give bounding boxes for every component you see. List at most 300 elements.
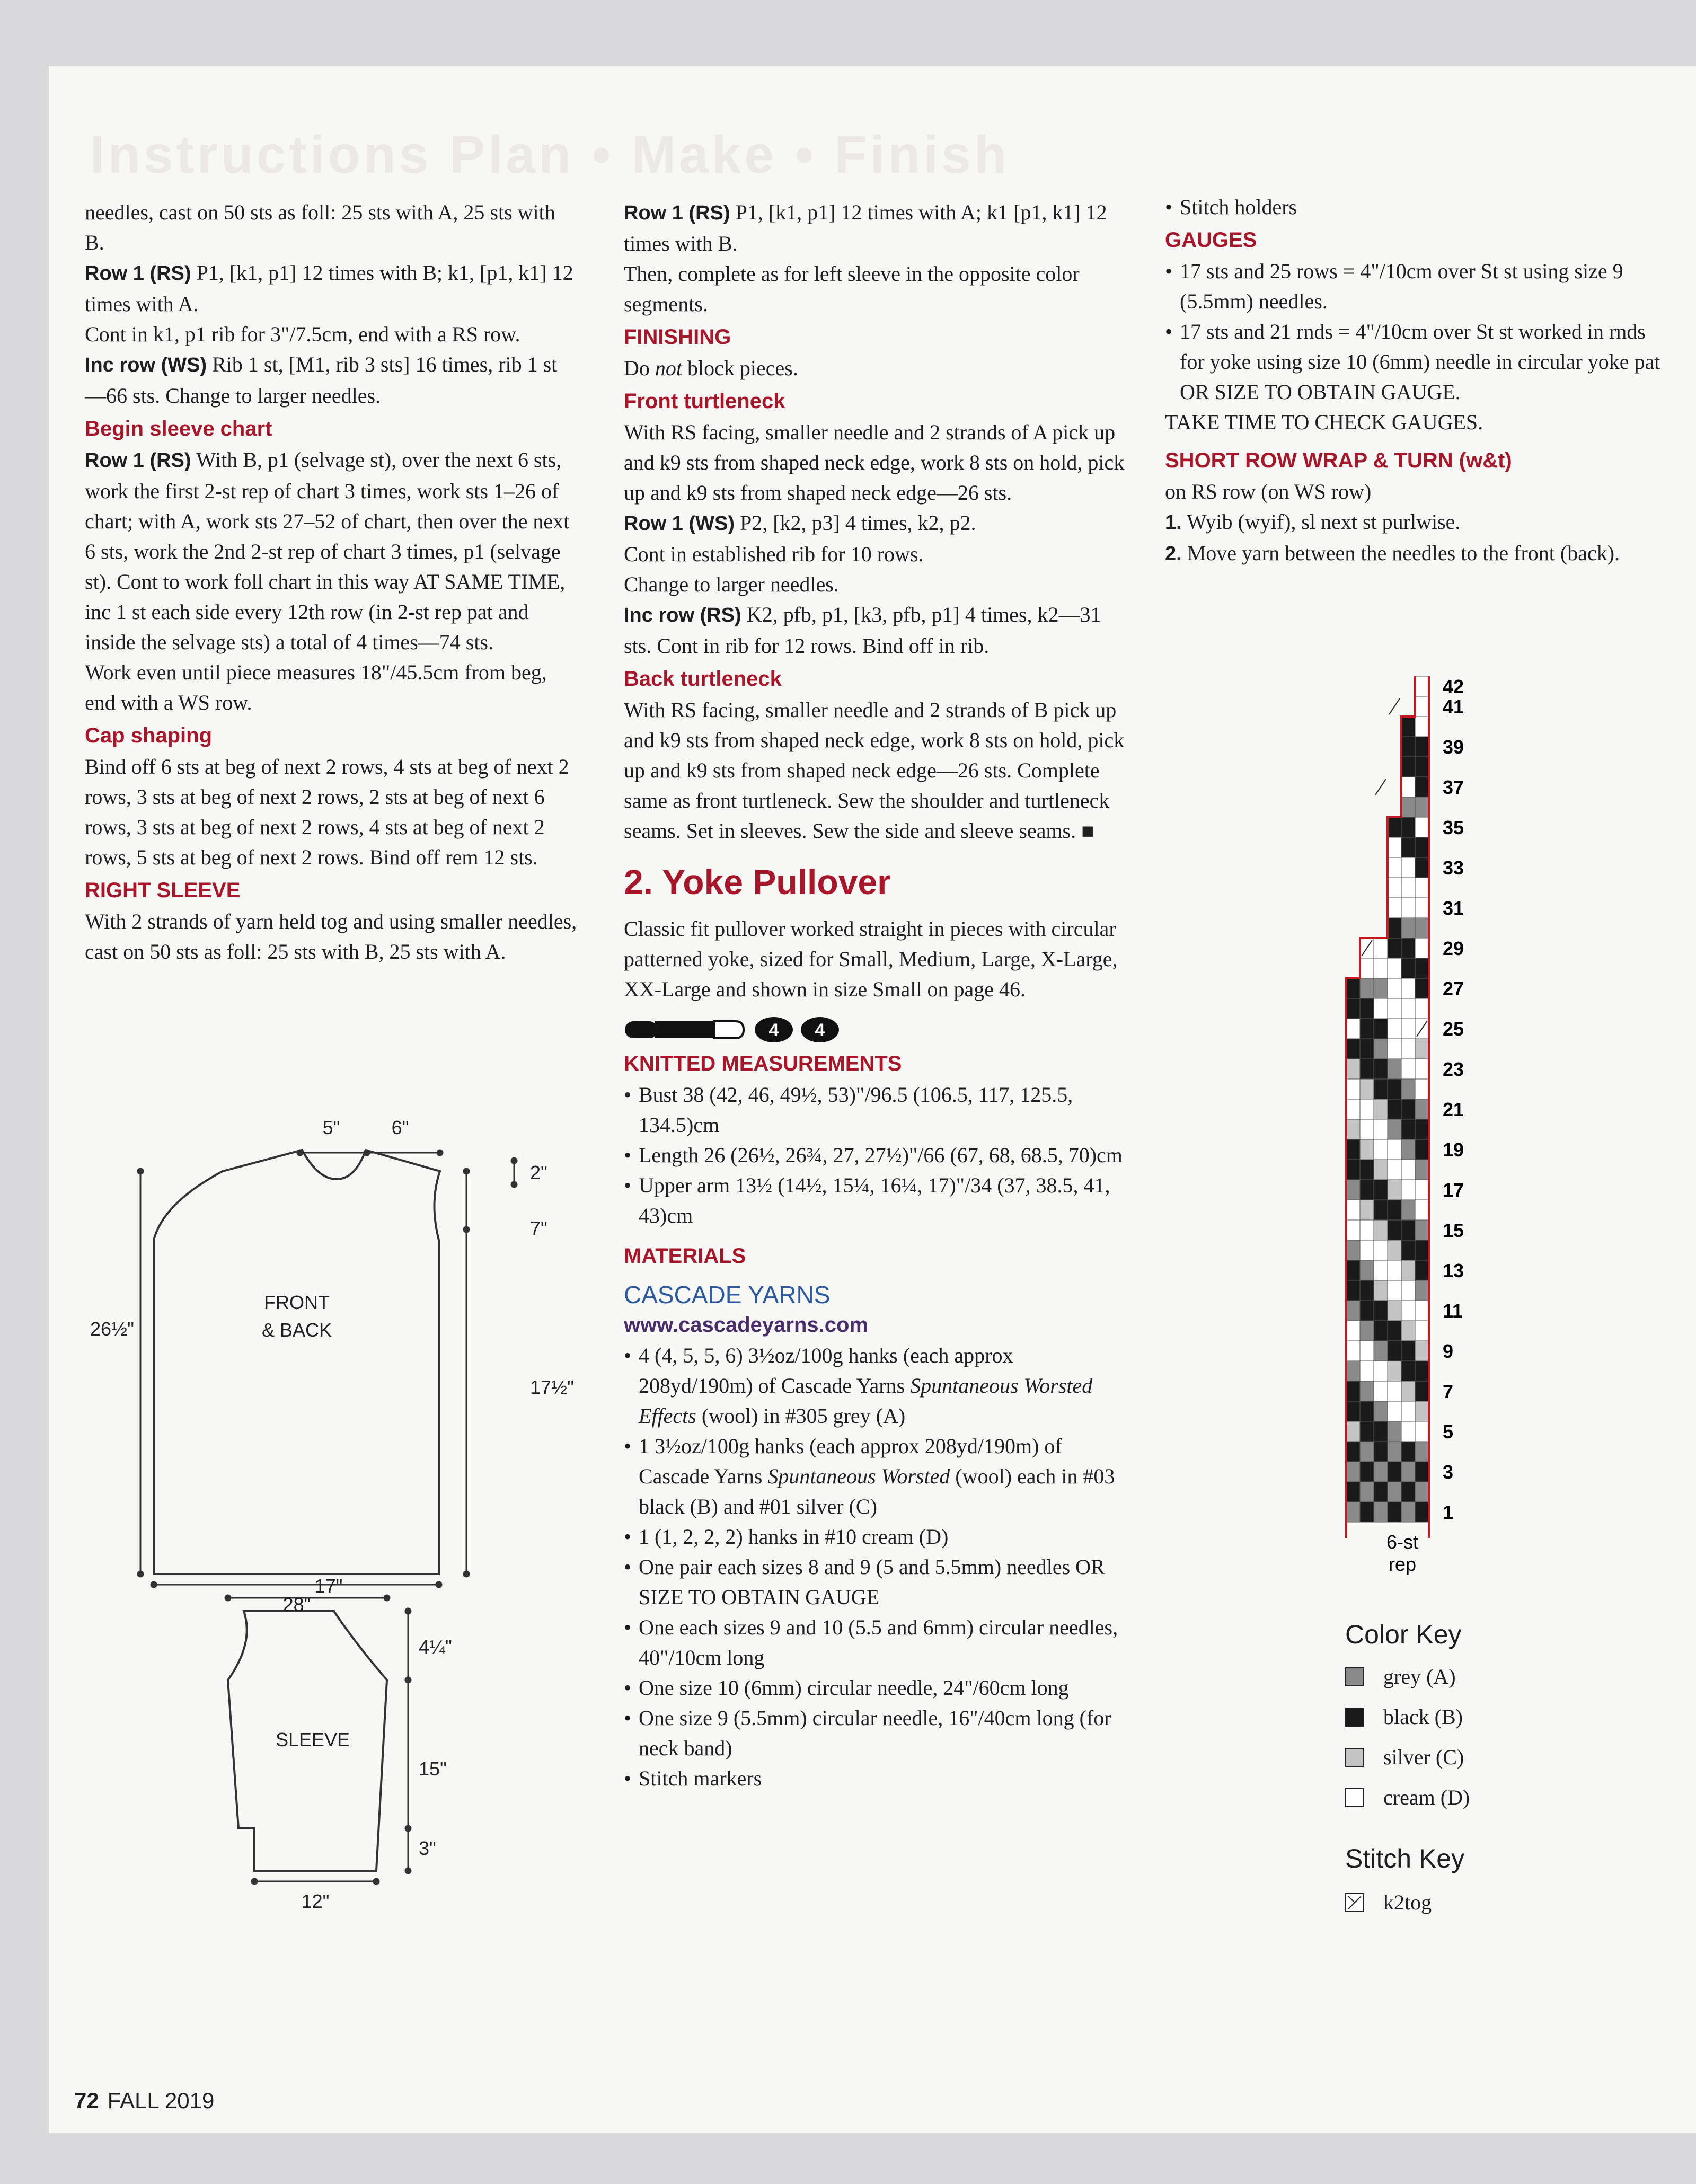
bullet: • One size 10 (6mm) circular needle, 24"/60cm long: [624, 1676, 1069, 1700]
chart-cell: [1415, 1301, 1429, 1321]
text: Row 1 (RS) P1, [k1, p1] 12 times with A; k1 [p1, k1] 12 times with B.: [624, 200, 1107, 255]
chart-cell: [1374, 1139, 1388, 1160]
chart-cell: [1346, 1421, 1360, 1442]
chart-cell: [1401, 1442, 1415, 1462]
chart-cell: [1388, 1240, 1401, 1260]
chart-row-label: 9: [1443, 1340, 1454, 1362]
chart-cell: [1374, 958, 1388, 978]
chart-cell: [1415, 978, 1429, 998]
chart-cell: [1401, 938, 1415, 958]
text: needles, cast on 50 sts as foll: 25 sts with A, 25 sts with B.: [85, 200, 555, 254]
chart-row-label: 41: [1443, 696, 1464, 718]
chart-cell: [1360, 1341, 1374, 1361]
chart-cell: [1415, 777, 1429, 797]
chart-cell: [1388, 857, 1401, 878]
chart-cell: [1388, 1059, 1401, 1079]
rep-label: rep: [1388, 1553, 1417, 1575]
text: With RS facing, smaller needle and 2 strands of B pick up and k9 sts from shaped neck edge, work 8 sts on hold, pick up and k9 sts from shaped neck edge—26 sts. Complete same as front turtleneck. Sew the shoulder and turtleneck seams. Set in sleeves. Sew the side and sleeve seams. ■: [624, 698, 1125, 843]
chart-cell: [1374, 1039, 1388, 1059]
chart-cell: [1346, 1381, 1360, 1401]
chart-cell: [1401, 1361, 1415, 1381]
skill-level-icon: [624, 1014, 899, 1046]
chart-cell: [1401, 1180, 1415, 1200]
chart-cell: [1374, 1462, 1388, 1482]
chart-cell: [1388, 958, 1401, 978]
chart-cell: [1388, 1019, 1401, 1039]
chart-cell: [1346, 1462, 1360, 1482]
chart-cell: [1346, 1160, 1360, 1180]
text: Row 1 (WS) P2, [k2, p3] 4 times, k2, p2.: [624, 511, 976, 535]
chart-cell: [1415, 1462, 1429, 1482]
section-heading: GAUGES: [1165, 228, 1257, 252]
section-heading: SHORT ROW WRAP & TURN (w&t): [1165, 449, 1512, 472]
chart-cell: [1374, 998, 1388, 1019]
text: Then, complete as for left sleeve in the opposite color segments.: [624, 262, 1080, 316]
chart-cell: [1346, 1260, 1360, 1280]
chart-cell: [1346, 1361, 1360, 1381]
chart-cell: [1374, 1361, 1388, 1381]
chart-row-label: 25: [1443, 1018, 1464, 1040]
chart-cell: [1401, 958, 1415, 978]
measure-label: 28": [282, 1594, 311, 1615]
chart-cell: [1346, 1220, 1360, 1240]
text: 2. Move yarn between the needles to the front (back).: [1165, 541, 1620, 565]
chart-cell: [1360, 1321, 1374, 1341]
chart-cell: [1401, 998, 1415, 1019]
section-heading: KNITTED MEASUREMENTS: [624, 1052, 902, 1075]
chart-cell: [1401, 1059, 1415, 1079]
chart-cell: [1360, 1301, 1374, 1321]
chart-row-label: 23: [1443, 1058, 1464, 1080]
k2tog-mark: [1389, 698, 1400, 714]
measure-label: 3": [419, 1837, 436, 1859]
chart-cell: [1388, 1079, 1401, 1099]
chart-cell: [1388, 1220, 1401, 1240]
chart-cell: [1374, 1341, 1388, 1361]
chart-cell: [1388, 1361, 1401, 1381]
chart-cell: [1415, 1502, 1429, 1522]
chart-cell: [1401, 1301, 1415, 1321]
swatch-silver: [1345, 1748, 1364, 1767]
chart-cell: [1388, 998, 1401, 1019]
chart-cell: [1388, 1341, 1401, 1361]
chart-cell: [1360, 1220, 1374, 1240]
chart-cell: [1415, 676, 1429, 696]
chart-cell: [1401, 1160, 1415, 1180]
chart-cell: [1374, 978, 1388, 998]
color-key-title: Color Key: [1345, 1620, 1462, 1649]
chart-cell: [1360, 1059, 1374, 1079]
chart-cell: [1415, 757, 1429, 777]
column-2: [624, 197, 1133, 1793]
chart-cell: [1374, 1482, 1388, 1502]
svg-text:4: 4: [815, 1020, 825, 1040]
chart-cell: [1374, 1502, 1388, 1522]
chart-cell: [1415, 958, 1429, 978]
chart-cell: [1401, 1119, 1415, 1139]
chart-cell: [1388, 1401, 1401, 1421]
chart-row-label: 39: [1443, 736, 1464, 758]
chart-cell: [1374, 1421, 1388, 1442]
chart-cell: [1401, 1280, 1415, 1301]
chart-cell: [1401, 757, 1415, 777]
chart-cell: [1360, 1502, 1374, 1522]
chart-cell: [1415, 1280, 1429, 1301]
chart-cell: [1346, 1321, 1360, 1341]
chart-cell: [1415, 857, 1429, 878]
stitch-key-item: k2tog: [1345, 1890, 1432, 1915]
chart-cell: [1346, 1442, 1360, 1462]
measure-label: 2": [530, 1162, 547, 1183]
yarn-weight-icon: [755, 1017, 793, 1042]
chart-cell: [1388, 878, 1401, 898]
rep-label: 6-st: [1386, 1531, 1419, 1553]
measure-label: 17": [314, 1575, 343, 1597]
chart-cell: [1415, 696, 1429, 717]
chart-cell: [1346, 1280, 1360, 1301]
measure-label: 5": [322, 1117, 340, 1138]
chart-cell: [1401, 878, 1415, 898]
chart-cell: [1415, 1321, 1429, 1341]
front-label: FRONT: [264, 1292, 330, 1313]
chart-cell: [1401, 1321, 1415, 1341]
chart-row-label: 29: [1443, 938, 1464, 959]
chart-cell: [1401, 898, 1415, 918]
chart-cell: [1346, 1019, 1360, 1039]
section-heading: Back turtleneck: [624, 667, 782, 691]
chart-cell: [1346, 1502, 1360, 1522]
chart-cell: [1415, 717, 1429, 737]
chart-cell: [1415, 1421, 1429, 1442]
chart-cell: [1401, 737, 1415, 757]
measure-label: 12": [301, 1890, 330, 1912]
chart-cell: [1360, 1019, 1374, 1039]
chart-cell: [1401, 1482, 1415, 1502]
chart-cell: [1346, 1301, 1360, 1321]
text: Change to larger needles.: [624, 572, 839, 596]
chart-cell: [1388, 1039, 1401, 1059]
chart-cell: [1415, 1401, 1429, 1421]
chart-cell: [1374, 1180, 1388, 1200]
chart-cell: [1388, 1301, 1401, 1321]
colorwork-chart: [1336, 669, 1537, 1580]
chart-cell: [1401, 1240, 1415, 1260]
measure-label: 4¼": [419, 1636, 452, 1658]
chart-row-label: 13: [1443, 1260, 1464, 1281]
swatch-black: [1345, 1708, 1364, 1727]
chart-cell: [1360, 1260, 1374, 1280]
chart-cell: [1388, 837, 1401, 857]
chart-cell: [1388, 1200, 1401, 1220]
stitch-key-title: Stitch Key: [1345, 1844, 1465, 1873]
chart-cell: [1401, 1200, 1415, 1220]
chart-cell: [1401, 1220, 1415, 1240]
chart-row-label: 42: [1443, 676, 1464, 697]
chart-cell: [1360, 1099, 1374, 1119]
chart-cell: [1346, 1039, 1360, 1059]
chart-row-label: 27: [1443, 978, 1464, 1000]
column-1: [85, 197, 578, 967]
text: Inc row (RS) K2, pfb, p1, [k3, pfb, p1] 4 times, k2—31 sts. Cont in rib for 12 rows. Bind off in rib.: [624, 603, 1101, 658]
chart-cell: [1360, 1160, 1374, 1180]
chart-cell: [1401, 797, 1415, 817]
chart-cell: [1415, 898, 1429, 918]
bullet: • Stitch holders: [1165, 195, 1297, 219]
front-label: & BACK: [261, 1319, 332, 1341]
color-key-item: black (B): [1345, 1704, 1463, 1729]
chart-cell: [1415, 918, 1429, 938]
chart-cell: [1415, 938, 1429, 958]
chart-cell: [1401, 978, 1415, 998]
chart-cell: [1415, 837, 1429, 857]
chart-cell: [1374, 938, 1388, 958]
section-heading: Cap shaping: [85, 724, 213, 747]
page-number: 72: [74, 2088, 99, 2113]
chart-cell: [1360, 1119, 1374, 1139]
bullet: • One each sizes 9 and 10 (5.5 and 6mm) circular needles, 40"/10cm long: [624, 1615, 1118, 1669]
chart-cell: [1401, 837, 1415, 857]
chart-cell: [1401, 857, 1415, 878]
bullet: • One pair each sizes 8 and 9 (5 and 5.5mm) needles OR SIZE TO OBTAIN GAUGE: [624, 1555, 1105, 1609]
chart-cell: [1360, 1139, 1374, 1160]
text: Cont in established rib for 10 rows.: [624, 542, 924, 566]
chart-cell: [1415, 1039, 1429, 1059]
chart-cell: [1401, 1341, 1415, 1361]
bullet: • Upper arm 13½ (14½, 15¼, 16¼, 17)"/34 (37, 38.5, 41, 43)cm: [624, 1173, 1110, 1227]
measure-label: 7": [530, 1217, 547, 1239]
chart-cell: [1374, 1280, 1388, 1301]
chart-cell: [1346, 978, 1360, 998]
section-heading: RIGHT SLEEVE: [85, 879, 241, 902]
bullet: • Stitch markers: [624, 1766, 762, 1790]
chart-cell: [1415, 1059, 1429, 1079]
chart-cell: [1388, 817, 1401, 837]
chart-row-label: 19: [1443, 1139, 1464, 1161]
chart-cell: [1374, 1321, 1388, 1341]
chart-cell: [1360, 1421, 1374, 1442]
text: Work even until piece measures 18"/45.5cm from beg, end with a WS row.: [85, 660, 547, 714]
chart-cell: [1415, 998, 1429, 1019]
bullet: • One size 9 (5.5mm) circular needle, 16"/40cm long (for neck band): [624, 1706, 1111, 1760]
header-ghost: Instructions Plan • Make • Finish: [90, 125, 1010, 184]
sleeve-label: SLEEVE: [275, 1729, 350, 1750]
chart-cell: [1388, 1139, 1401, 1160]
chart-cell: [1346, 1079, 1360, 1099]
chart-cell: [1415, 1099, 1429, 1119]
chart-cell: [1415, 817, 1429, 837]
text: Row 1 (RS) With B, p1 (selvage st), over the next 6 sts, work the first 2-st rep of chart 3 times, work sts 1–26 of chart; with A, work sts 27–52 of chart, then over the next 6 sts, work the 2nd 2-st rep of chart 3 times, p1 (selvage st). Cont to work foll chart in this way AT SAME TIME, inc 1 st each side every 12th row (in 2-st rep pat and inside the selvage sts) a total of 4 times—74 sts.: [85, 448, 570, 654]
k2tog-icon: [1345, 1893, 1364, 1912]
chart-cell: [1415, 1482, 1429, 1502]
chart-cell: [1360, 1240, 1374, 1260]
chart-cell: [1374, 1381, 1388, 1401]
text: Classic fit pullover worked straight in pieces with circular patterned yoke, sized for Small, Medium, Large, X-Large, XX-Large and shown in size Small on page 46.: [624, 917, 1118, 1001]
chart-cell: [1374, 1099, 1388, 1119]
chart-cell: [1401, 1381, 1415, 1401]
section-heading: MATERIALS: [624, 1244, 746, 1268]
chart-cell: [1388, 1119, 1401, 1139]
color-key-item: silver (C): [1345, 1745, 1464, 1770]
chart-cell: [1415, 1119, 1429, 1139]
chart-cell: [1360, 978, 1374, 998]
chart-cell: [1415, 1341, 1429, 1361]
chart-row-label: 21: [1443, 1099, 1464, 1120]
chart-cell: [1360, 1361, 1374, 1381]
chart-cell: [1374, 1200, 1388, 1220]
chart-cell: [1346, 1059, 1360, 1079]
text: With RS facing, smaller needle and 2 strands of A pick up and k9 sts from shaped neck edge, work 8 sts on hold, pick up and k9 sts from shaped neck edge—26 sts.: [624, 420, 1125, 505]
chart-cell: [1346, 1099, 1360, 1119]
chart-cell: [1360, 1079, 1374, 1099]
bullet: • Length 26 (26½, 26¾, 27, 27½)"/66 (67, 68, 68.5, 70)cm: [624, 1143, 1123, 1167]
chart-cell: [1346, 1401, 1360, 1421]
chart-row-label: 35: [1443, 817, 1464, 838]
chart-row-label: 3: [1443, 1461, 1454, 1483]
chart-cell: [1374, 1260, 1388, 1280]
chart-cell: [1388, 938, 1401, 958]
measure-label: 15": [419, 1758, 447, 1780]
chart-cell: [1401, 817, 1415, 837]
text: Row 1 (RS) P1, [k1, p1] 12 times with B; k1, [p1, k1] 12 times with A.: [85, 261, 573, 316]
section-heading: Begin sleeve chart: [85, 417, 272, 440]
chart-cell: [1415, 1200, 1429, 1220]
bullet: • Bust 38 (42, 46, 49½, 53)"/96.5 (106.5, 117, 125.5, 134.5)cm: [624, 1083, 1073, 1137]
chart-cell: [1388, 1381, 1401, 1401]
chart-row-label: 15: [1443, 1219, 1464, 1241]
text: Do not block pieces.: [624, 356, 798, 380]
bullet: • 4 (4, 5, 5, 6) 3½oz/100g hanks (each approx 208yd/190m) of Cascade Yarns Spuntaneous Worsted Effects (wool) in #305 grey (A): [624, 1343, 1093, 1428]
chart-cell: [1388, 1160, 1401, 1180]
chart-row-label: 5: [1443, 1421, 1454, 1443]
chart-cell: [1374, 1119, 1388, 1139]
chart-cell: [1388, 1421, 1401, 1442]
bullet: • 1 3½oz/100g hanks (each approx 208yd/190m) of Cascade Yarns Spuntaneous Worsted (wool) each in #03 black (B) and #01 silver (C): [624, 1434, 1115, 1518]
chart-cell: [1346, 998, 1360, 1019]
chart-row-label: 7: [1443, 1381, 1454, 1402]
chart-cell: [1360, 1180, 1374, 1200]
chart-cell: [1415, 1139, 1429, 1160]
chart-row-label: 33: [1443, 857, 1464, 879]
chart-cell: [1415, 1381, 1429, 1401]
schematic-diagram: [90, 1108, 578, 1945]
bullet: • 17 sts and 25 rows = 4"/10cm over St st using size 9 (5.5mm) needles.: [1165, 259, 1623, 313]
text: TAKE TIME TO CHECK GAUGES.: [1165, 410, 1483, 434]
measure-label: 26½": [90, 1318, 134, 1340]
swatch-cream: [1345, 1788, 1364, 1807]
chart-cell: [1374, 1079, 1388, 1099]
chart-cell: [1360, 1442, 1374, 1462]
brand-url[interactable]: www.cascadeyarns.com: [624, 1313, 868, 1337]
section-heading: FINISHING: [624, 325, 731, 349]
chart-cell: [1401, 1139, 1415, 1160]
chart-cell: [1415, 878, 1429, 898]
chart-cell: [1415, 1260, 1429, 1280]
chart-cell: [1346, 1180, 1360, 1200]
brand-name: CASCADE YARNS: [624, 1281, 831, 1308]
chart-cell: [1346, 1139, 1360, 1160]
chart-cell: [1374, 1220, 1388, 1240]
chart-cell: [1415, 1442, 1429, 1462]
chart-cell: [1360, 1381, 1374, 1401]
color-key-item: cream (D): [1345, 1785, 1470, 1810]
svg-text:4: 4: [768, 1020, 779, 1040]
chart-row-label: 17: [1443, 1179, 1464, 1201]
chart-cell: [1415, 797, 1429, 817]
chart-cell: [1388, 1462, 1401, 1482]
chart-cell: [1388, 978, 1401, 998]
k2tog-mark: [1375, 779, 1386, 795]
chart-cell: [1415, 1220, 1429, 1240]
measure-label: 6": [391, 1117, 409, 1138]
chart-cell: [1415, 1240, 1429, 1260]
chart-cell: [1374, 1059, 1388, 1079]
chart-cell: [1360, 1039, 1374, 1059]
issue-label: FALL 2019: [107, 2088, 215, 2113]
page-footer: [74, 2088, 214, 2114]
chart-cell: [1360, 1401, 1374, 1421]
chart-cell: [1360, 958, 1374, 978]
bullet: • 1 (1, 2, 2, 2) hanks in #10 cream (D): [624, 1525, 949, 1549]
chart-cell: [1415, 1180, 1429, 1200]
chart-cell: [1388, 1180, 1401, 1200]
pattern-title: 2. Yoke Pullover: [624, 862, 891, 901]
chart-cell: [1415, 1361, 1429, 1381]
chart-cell: [1388, 1482, 1401, 1502]
text: on RS row (on WS row): [1165, 480, 1372, 503]
chart-cell: [1401, 1502, 1415, 1522]
chart-cell: [1346, 1482, 1360, 1502]
chart-cell: [1415, 737, 1429, 757]
chart-cell: [1401, 918, 1415, 938]
chart-cell: [1388, 1442, 1401, 1462]
chart-row-label: 11: [1443, 1300, 1463, 1322]
chart-cell: [1401, 1462, 1415, 1482]
chart-cell: [1388, 898, 1401, 918]
chart-cell: [1374, 1019, 1388, 1039]
chart-cell: [1360, 1280, 1374, 1301]
chart-cell: [1346, 1200, 1360, 1220]
chart-cell: [1401, 1019, 1415, 1039]
text: With 2 strands of yarn held tog and using smaller needles, cast on 50 sts as foll: 25 sts with B, 25 sts with A.: [85, 909, 577, 963]
chart-cell: [1388, 1280, 1401, 1301]
text: Inc row (WS) Rib 1 st, [M1, rib 3 sts] 16 times, rib 1 st—66 sts. Change to larger needles.: [85, 352, 558, 408]
chart-cell: [1401, 1039, 1415, 1059]
chart-cell: [1401, 1099, 1415, 1119]
chart-cell: [1388, 1260, 1401, 1280]
chart-row-label: 1: [1443, 1501, 1454, 1523]
chart-row-label: 31: [1443, 897, 1464, 919]
chart-row-label: 37: [1443, 776, 1464, 798]
chart-cell: [1346, 1119, 1360, 1139]
yarn-weight-icon: [801, 1017, 839, 1042]
swatch-grey: [1345, 1667, 1364, 1686]
chart-cell: [1388, 918, 1401, 938]
chart-cell: [1360, 1462, 1374, 1482]
chart-cell: [1360, 998, 1374, 1019]
chart-cell: [1388, 1321, 1401, 1341]
chart-cell: [1360, 1200, 1374, 1220]
chart-cell: [1401, 777, 1415, 797]
chart-cell: [1401, 1260, 1415, 1280]
chart-cell: [1346, 1341, 1360, 1361]
chart-cell: [1374, 1160, 1388, 1180]
chart-cell: [1374, 1401, 1388, 1421]
chart-cell: [1401, 1401, 1415, 1421]
measure-label: 17½": [530, 1376, 574, 1398]
chart-cell: [1374, 1442, 1388, 1462]
chart-cell: [1374, 1301, 1388, 1321]
chart-cell: [1415, 1160, 1429, 1180]
